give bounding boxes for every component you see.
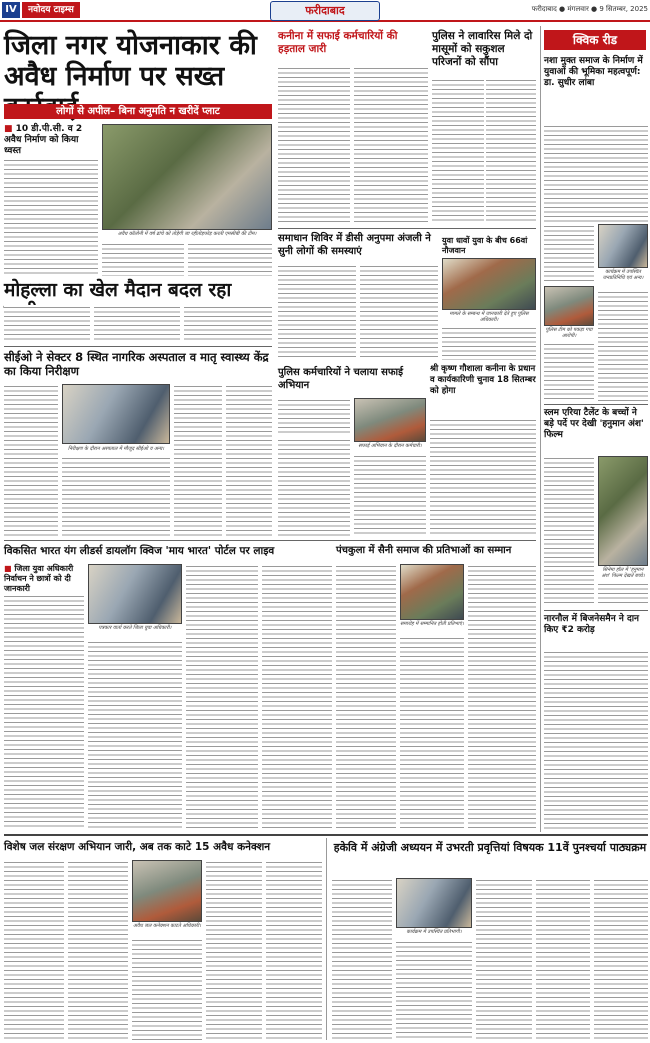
panchkula-body-col1 [336, 564, 396, 830]
drugs-body [442, 326, 536, 360]
cleaning-photo-caption: सफाई अभियान के दौरान कर्मचारी। [358, 443, 422, 449]
hau-body-col4 [536, 878, 590, 1040]
lead-photo [102, 124, 272, 230]
sidebar-story3-body [544, 650, 648, 830]
water-headline: विशेष जल संरक्षण अभियान जारी, अब तक काटे 15 अवैध कनेक्शन [4, 841, 271, 853]
camp-body-col2 [360, 264, 438, 360]
sidebar-story2-headline: स्लम एरिया टैलेंट के बच्चों ने बड़े पर्दे पर देखी 'हनुमान अंश' फिल्म [544, 408, 644, 440]
sidebar-story1-photo [598, 224, 648, 268]
hau-photo [396, 878, 472, 928]
ceo-body-col4 [226, 384, 272, 536]
quiz-body-col3 [262, 564, 332, 830]
cleaning-body-col1 [278, 398, 350, 434]
cleaning-body-col3 [354, 454, 426, 536]
divider [544, 404, 648, 405]
hau-body-col5 [594, 878, 648, 1040]
sidebar-story1-body3 [598, 290, 648, 402]
divider [326, 838, 327, 1040]
masthead [0, 0, 650, 22]
divider [278, 228, 536, 229]
kaneena-body-col1 [278, 66, 350, 224]
paper-name: नवोदय टाइम्स [22, 2, 80, 18]
sidebar-story2-caption: सिनेमा हॉल में 'हनुमान अंश' फिल्म देखते बच्चे। [601, 567, 645, 579]
sidebar-story1-caption2: पुलिस टीम को पकड़ा गया आरोपी। [545, 327, 593, 339]
section-label: फरीदाबाद [270, 1, 380, 21]
mohalla-headline: मोहल्ला का खेल मैदान बदल रहा [4, 279, 232, 301]
divider [4, 346, 272, 347]
lead-deck: लोगों से अपील– बिना अनुमति न खरीदें प्लाट [4, 104, 272, 119]
mohalla-body-col2 [94, 305, 180, 343]
drugs-photo-caption: मामले के सम्बन्ध में जानकारी देते हुए पुलिस अधिकारी। [449, 311, 529, 323]
water-photo-caption: अवैध जल कनेक्शन काटते अधिकारी। [133, 923, 201, 929]
sidebar-story2-photo [598, 456, 648, 566]
sidebar-story2-body [544, 456, 594, 606]
kaneena-body-col2 [354, 66, 428, 224]
panchkula-headline: पंचकुला में सैनी समाज की प्रतिभाओं का सम्मान [336, 545, 512, 556]
lead-body-col2 [102, 242, 184, 276]
cleaning-body-col2 [278, 438, 350, 536]
district-headline: ■ जिला युवा अधिकारी निर्वाचन ने छात्रों को दी जानकारी [4, 564, 84, 590]
lead-headline: जिला नगर योजनाकार की अवैध निर्माण पर सख्त [4, 30, 257, 93]
panchkula-photo-caption: समारोह में सम्मानित होती प्रतिभाएं। [400, 621, 464, 627]
water-body-col1 [4, 860, 64, 1040]
camp-body-col1 [278, 264, 356, 360]
hau-headline: हकेवि में अंग्रेजी अध्ययन में उभरती प्रवृत्तियां विषयक 11वें पुनश्चर्या पाठ्यक्रम [333, 841, 647, 854]
cleaning-photo [354, 398, 426, 442]
page-number: IV [2, 2, 20, 18]
police-body-col2 [486, 78, 536, 224]
sidebar-story1-body [544, 124, 648, 222]
sidebar-story1-body2 [544, 224, 594, 284]
quiz-body-col1 [88, 640, 182, 830]
quiz-body-col2 [186, 564, 258, 830]
drugs-headline: युवा धावों युवा के बीच 66वां नौजवान [442, 236, 528, 255]
kaneena-headline: कनीना में सफाई कर्मचारियों की हड़ताल जारी [278, 30, 398, 55]
lead-body-col3 [188, 242, 272, 276]
cleaning-headline: पुलिस कर्मचारियों ने चलाया सफाई अभियान [278, 367, 404, 391]
panchkula-body-col3 [468, 564, 536, 830]
hau-photo-caption: कार्यक्रम में उपस्थित प्रतिभागी। [406, 929, 462, 935]
ceo-headline: सीईओ ने सेक्टर 8 स्थित नागरिक अस्पताल व मातृ स्वास्थ्य केंद्र का किया निरीक्षण [4, 350, 269, 378]
police-headline: पुलिस ने लावारिस मिले दो मासूमों को सकुशल परिजनों को सौंपा [432, 30, 533, 68]
panchkula-body-col2 [400, 636, 464, 830]
date-line: फरीदाबाद ● मंगलवार ● 9 सितम्बर, 2025 [531, 5, 648, 13]
hau-body-col2 [396, 940, 472, 1040]
sidebar-story1-caption: कार्यक्रम में उपस्थित जनप्रतिनिधि एवं अन्य। [602, 269, 644, 281]
sidebar-story3-headline: नारनौल में बिजनेसमैन ने दान किए ₹2 करोड़ [544, 614, 640, 635]
panchkula-photo [400, 564, 464, 620]
ceo-body-col2 [62, 456, 170, 536]
lead-sub-headline: ■ 10 डी.पी.सी. व 2 अवैध निर्माण को किया ध्वस्त [4, 124, 98, 156]
hau-body-col1 [332, 878, 392, 1040]
sidebar-story1-headline: नशा मुक्त समाज के निर्माण में युवाओं की भूमिका महत्वपूर्ण: डा. सुधीर लांबा [544, 56, 643, 88]
mohalla-body-col1 [4, 305, 90, 343]
ceo-photo [62, 384, 170, 444]
water-body-col3 [132, 938, 202, 1040]
gaushala-headline: श्री कृष्ण गौशाला कनीना के प्रधान व कार्यकारिणी चुनाव 18 सितम्बर को होगा [430, 364, 536, 396]
divider [4, 540, 536, 541]
divider [4, 834, 648, 836]
quiz-headline: विकसित भारत यंग लीडर्स डायलॉग क्विज 'माय भारत' पोर्टल पर लाइव [4, 545, 275, 557]
divider [544, 610, 648, 611]
quick-read-tab: क्विक रीड [544, 30, 646, 50]
sidebar-story1-photo2 [544, 286, 594, 326]
water-photo [132, 860, 202, 922]
water-body-col2 [68, 860, 128, 1040]
lead-photo-caption: अवैध कॉलोनी में वर्ष ढांचे को तोड़ेगी जा रहीतोड़फोड़ करती एमसीबी की टीम। [117, 231, 257, 237]
quiz-photo [88, 564, 182, 624]
sidebar-story1-body4 [544, 342, 594, 402]
police-body-col1 [432, 78, 484, 224]
gaushala-body [430, 418, 536, 536]
lead-body-col1 [4, 158, 98, 276]
water-body-col5 [266, 860, 322, 1040]
camp-headline: समाधान शिविर में डीसी अनुपमा अंजली ने सुनी लोगों की समस्याएं [278, 233, 431, 257]
ceo-body-col1 [4, 384, 58, 536]
hau-body-col3 [476, 878, 532, 1040]
quiz-photo-caption: पत्रकार वार्ता करते जिला युवा अधिकारी। [98, 625, 172, 631]
district-body [4, 594, 84, 830]
divider [540, 26, 541, 832]
ceo-body-col3 [174, 384, 222, 536]
drugs-photo [442, 258, 536, 310]
ceo-photo-caption: निरीक्षण के दौरान अस्पताल में मौजूद सीईओ व अन्य। [67, 446, 165, 452]
water-body-col4 [206, 860, 262, 1040]
sidebar-story2-body2 [598, 582, 648, 606]
mohalla-body-col3 [184, 305, 272, 343]
